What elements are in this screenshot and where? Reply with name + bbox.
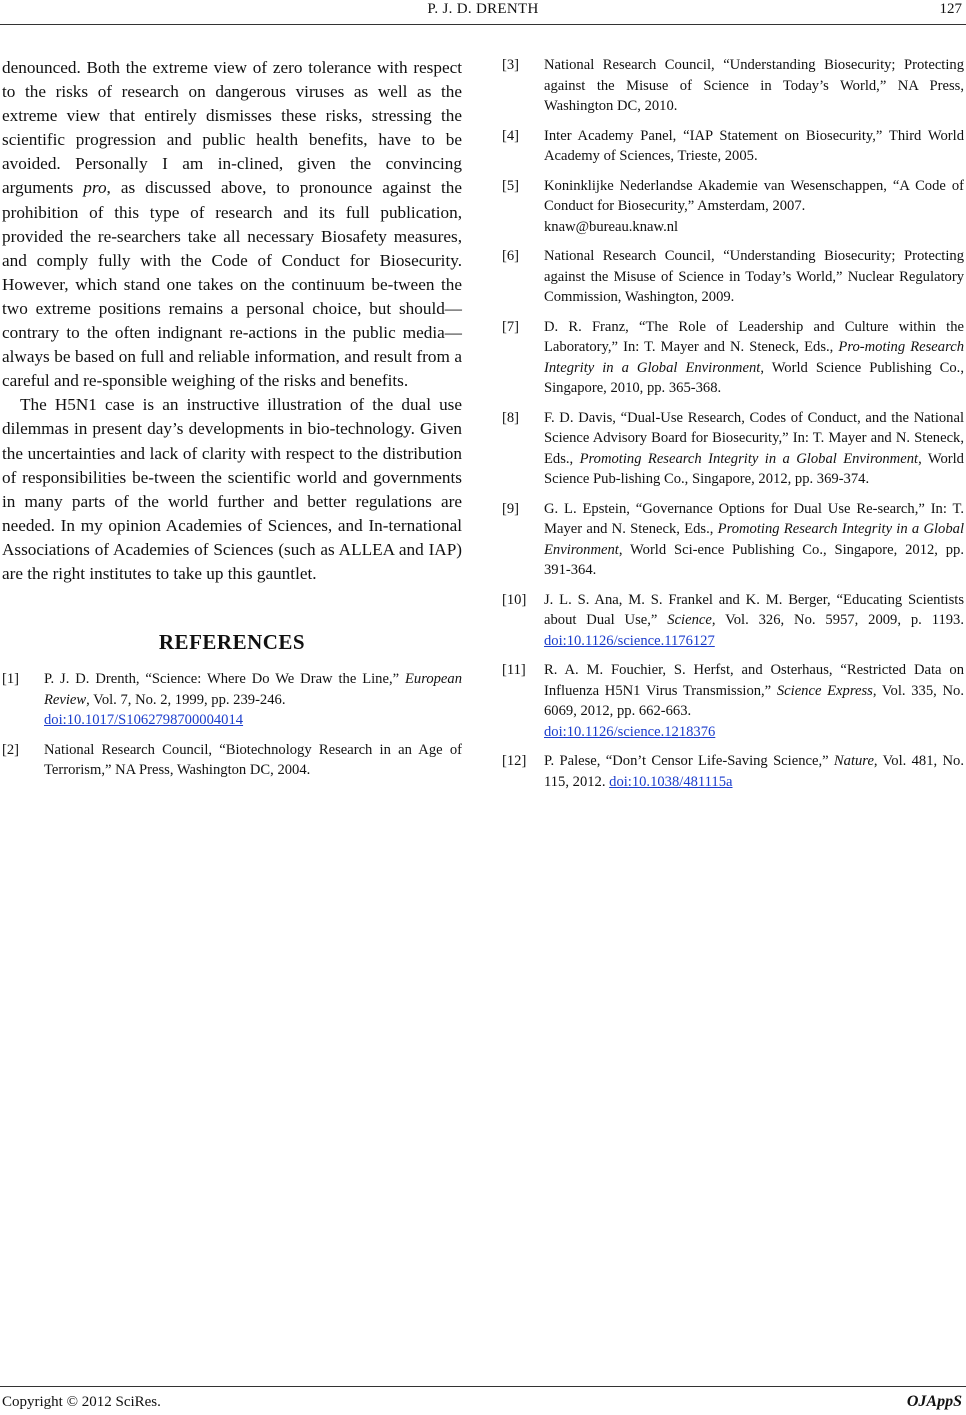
reference-details: , Vol. 7, No. 2, 1999, pp. 239-246. (86, 691, 286, 708)
footer-rule (0, 1386, 966, 1387)
reference-citation: Koninklijke Nederlandse Akademie van Wesenschappen, “A Code of Conduct for Biosecurity,” Amsterdam, 2007. (544, 177, 964, 214)
copyright-notice: Copyright © 2012 SciRes. (2, 1394, 161, 1410)
reference-item (502, 317, 964, 399)
reference-item (502, 751, 964, 792)
reference-text (544, 317, 964, 399)
reference-item (502, 499, 964, 581)
reference-list-right (502, 55, 964, 792)
reference-number: [5] (502, 177, 520, 194)
reference-citation: National Research Council, “Biotechnology Research in an Age of Terrorism,” NA Press, Washington DC, 2004. (44, 741, 462, 779)
reference-citation: J. L. S. Ana, M. S. Frankel and K. M. Berger, “Educating Scientists about Dual Use,” (544, 591, 964, 628)
reference-details: , Vol. 335, No. 6069, 2012, pp. 662-663. (544, 682, 964, 719)
reference-item (502, 246, 964, 308)
reference-text (544, 408, 964, 490)
reference-number: [11] (502, 662, 526, 678)
reference-number: [12] (502, 753, 527, 769)
reference-item (502, 660, 964, 742)
reference-number: [6] (502, 248, 520, 264)
reference-source: Promoting Research Integrity in a Global Environment (544, 521, 965, 558)
reference-citation: P. J. D. Drenth, “Science: Where Do We Draw the Line,” (44, 671, 405, 688)
reference-text (44, 669, 462, 731)
reference-number: [10] (502, 591, 527, 608)
reference-details: , Vol. 326, No. 5957, 2009, p. 1193. (711, 612, 964, 628)
reference-number: [1] (2, 671, 20, 688)
page-number: 127 (939, 1, 962, 17)
page-footer (0, 1386, 966, 1412)
reference-text (544, 660, 964, 742)
reference-source: Nature (833, 753, 874, 769)
reference-citation: D. R. Franz, “The Role of Leadership and Culture within the Laboratory,” In: T. Mayer and N. Steneck, Eds., (544, 318, 964, 355)
reference-source: European Review (44, 671, 462, 708)
reference-details: , World Science Publishing Co., Singapore, 2010, pp. 365-368. (544, 359, 964, 396)
left-column (2, 56, 462, 790)
references-title: REFERENCES (158, 630, 306, 655)
reference-citation: F. D. Davis, “Dual-Use Research, Codes of Conduct, and the National Science Advisory Board for Biosecurity,” In: T. Mayer and N. Steneck, Eds., (544, 409, 964, 467)
reference-citation: National Research Council, “Understanding Biosecurity; Protecting against the Misuse of Science in Today’s World,” Nuclear Regulatory Commission, Washington, 2009. (544, 248, 964, 305)
page-header (0, 0, 966, 28)
reference-number: [2] (2, 741, 20, 758)
doi-link[interactable]: doi:10.1126/science.1176127 (544, 632, 715, 649)
reference-text (544, 751, 964, 792)
reference-citation: G. L. Epstein, “Governance Options for Dual Use Re-search,” In: T. Mayer and N. Steneck, Eds., (544, 500, 964, 537)
doi-link[interactable]: doi:10.1017/S1062798700004014 (44, 712, 244, 729)
reference-item (502, 176, 964, 238)
header-rule (0, 24, 966, 25)
reference-source: Pro-moting Research Integrity in a Global Environment (544, 339, 964, 376)
reference-source: Promoting Research Integrity in a Global Environment (579, 450, 919, 467)
reference-text (544, 590, 964, 652)
reference-text (544, 499, 964, 581)
journal-name: OJAppS (906, 1393, 962, 1410)
running-head: P. J. D. DRENTH (427, 1, 539, 17)
reference-item (2, 669, 462, 731)
reference-citation: Inter Academy Panel, “IAP Statement on Biosecurity,” Third World Academy of Sciences, Trieste, 2005. (544, 127, 964, 164)
reference-details: , Vol. 481, No. 115, 2012. (544, 753, 964, 790)
reference-item (502, 408, 964, 490)
reference-item (502, 590, 964, 652)
body-paragraph-1: denounced. Both the extreme view of zero tolerance with respect to the risks of research on dangerous viruses as well as the extreme view that entirely dismisses these risks, stressing the scientific progression and public health benefits, have to be avoided. Personally I am in-clined, given the convincing arguments pro, as discussed above, to pronounce against the prohibition of this type of research and its full publication, provided the re-searchers take all necessary Biosafety measures, and comply fully with the Code of Conduct for Biosecurity. However, which stand one takes on the continuum be-tween the two extreme positions remains a personal choice, but should—contrary to the often indignant re-actions in the public media—always be based on full and reliable information, and result from a careful and re-sponsible weighing of the risks and benefits. (2, 58, 462, 391)
reference-number: [7] (502, 318, 520, 335)
reference-text (544, 176, 964, 217)
reference-item (2, 740, 462, 781)
reference-citation: National Research Council, “Understanding Biosecurity; Protecting against the Misuse of Science in Today’s World,” NA Press, Washington DC, 2010. (544, 57, 964, 114)
reference-source: Science (667, 612, 712, 628)
reference-item (502, 126, 964, 167)
reference-number: [9] (502, 500, 520, 517)
reference-source: Science Express (776, 682, 873, 699)
reference-number: [3] (502, 57, 520, 73)
reference-email: knaw@bureau.knaw.nl (544, 218, 679, 235)
reference-text (544, 55, 964, 117)
doi-link[interactable]: doi:10.1038/481115a (609, 773, 733, 790)
right-column (502, 55, 964, 801)
reference-item (502, 55, 964, 117)
reference-text (544, 126, 964, 167)
reference-number: [4] (502, 127, 520, 144)
reference-citation: P. Palese, “Don’t Censor Life-Saving Science,” (544, 753, 834, 769)
reference-number: [8] (502, 409, 520, 426)
reference-list-left (2, 669, 462, 781)
reference-details: , World Sci-ence Publishing Co., Singapore, 2012, pp. 391-364. (544, 541, 964, 578)
reference-text (544, 246, 964, 308)
doi-link[interactable]: doi:10.1126/science.1218376 (544, 723, 716, 740)
reference-text (44, 740, 462, 781)
reference-citation: R. A. M. Fouchier, S. Herfst, and Osterhaus, “Restricted Data on Influenza H5N1 Virus Transmission,” (544, 662, 964, 699)
reference-details: , World Science Pub-lishing Co., Singapore, 2012, pp. 369-374. (544, 450, 964, 487)
body-paragraph-2: The H5N1 case is an instructive illustration of the dual use dilemmas in present day’s developments in bio-technology. Given the uncertainties and lack of clarity with respect to the distribution of responsibilities be-tween the scientific world and governments in many parts of the world further and better regulations are needed. In my opinion Academies of Sciences, and In-ternational Associations of Academies of Sciences (such as ALLEA and IAP) are the right institutes to take up this gauntlet. (2, 395, 462, 583)
